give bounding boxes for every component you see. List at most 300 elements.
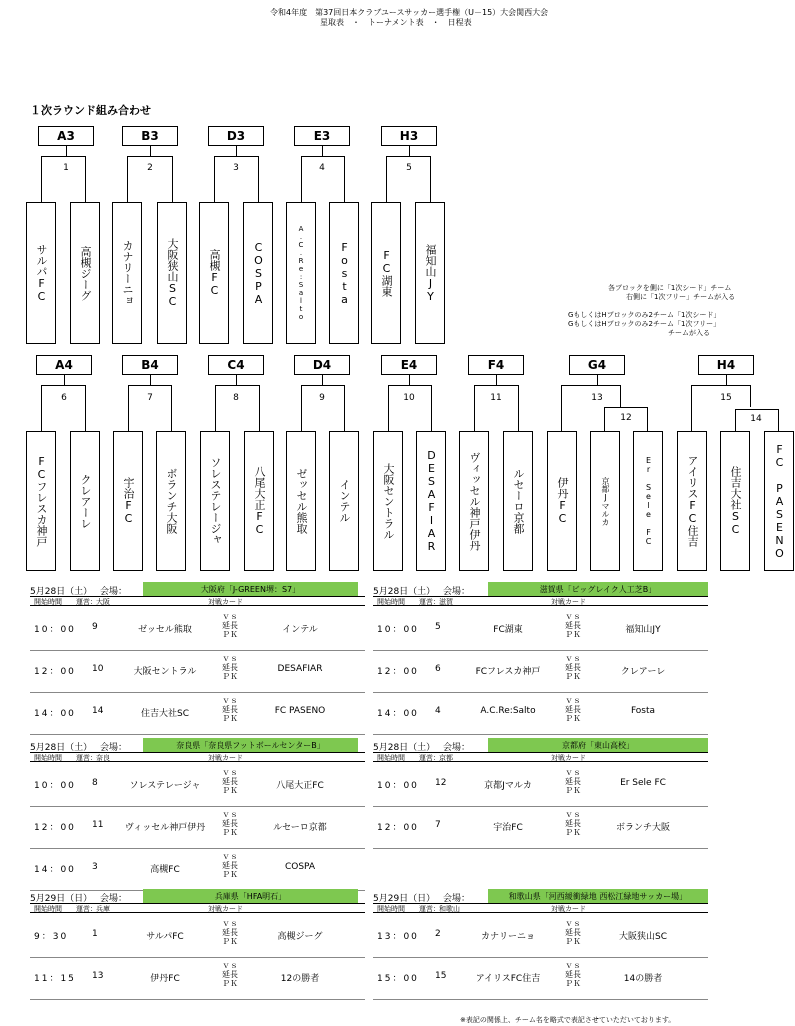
match-row — [30, 608, 365, 651]
bracket-line — [726, 375, 727, 385]
match-number: 15 — [720, 393, 732, 403]
schedule-subhead — [373, 903, 708, 913]
ext-text: 延長 — [565, 819, 581, 828]
vs-text: ｖｓ — [222, 919, 238, 928]
schedule-date: 5月28日（土） — [30, 587, 93, 597]
pk-text: ＰＫ — [565, 828, 581, 837]
match-no: 1 — [92, 929, 98, 939]
bracket-line — [259, 385, 260, 431]
vs-text: ｖｓ — [222, 612, 238, 621]
pk-text: ＰＫ — [222, 672, 238, 681]
block-label: E4 — [381, 355, 437, 375]
team-box: FC PASENO — [764, 431, 794, 571]
operator-value: 滋賀 — [439, 598, 453, 606]
match-number: 9 — [319, 393, 325, 403]
block-label: D3 — [208, 126, 264, 146]
home-team: A.C.Re:Salto — [480, 706, 536, 716]
bracket-line — [735, 409, 779, 410]
operator-label: 運営： — [76, 598, 97, 606]
match-no: 2 — [435, 929, 441, 939]
match-time: 12：00 — [377, 667, 419, 677]
home-team: 住吉大社SC — [141, 709, 189, 719]
match-row — [373, 764, 708, 807]
ext-text: 延長 — [222, 705, 238, 714]
operator-value: 奈良 — [96, 754, 110, 762]
bracket-line — [150, 146, 151, 156]
team-box: 伊丹FC — [547, 431, 577, 571]
match-no: 8 — [92, 778, 98, 788]
vs-label — [220, 696, 240, 723]
home-team: カナリーニョ — [480, 932, 535, 942]
block-label: H4 — [698, 355, 754, 375]
bracket-line — [64, 375, 65, 385]
pk-text: ＰＫ — [222, 828, 238, 837]
vs-text: ｖｓ — [565, 961, 581, 970]
start-time-header: 開始時間 — [34, 905, 62, 913]
header-line2: 星取表 ・ トーナメント表 ・ 日程表 — [320, 18, 472, 27]
schedule-block — [373, 582, 708, 734]
schedule-block — [30, 889, 365, 999]
match-row — [373, 692, 708, 735]
bracket-line — [301, 385, 302, 431]
team-box: 大阪狭山SC — [157, 202, 187, 344]
operator-label: 運営： — [76, 754, 97, 762]
team-box: ルセーロ京都 — [503, 431, 533, 571]
match-number: 13 — [591, 393, 603, 403]
vs-label — [563, 768, 583, 795]
venue-name: 京都府「東山高校」 — [488, 738, 708, 752]
card-header: 対戦カード — [551, 754, 586, 762]
bracket-line — [409, 146, 410, 156]
team-box: サルパFC — [26, 202, 56, 344]
team-box: 高槻ジーグ — [70, 202, 100, 344]
match-number: 7 — [147, 393, 153, 403]
match-number: 4 — [319, 163, 325, 173]
home-team: 宇治FC — [493, 823, 523, 833]
bracket-line — [409, 375, 410, 385]
bracket-line — [215, 385, 216, 431]
vs-text: ｖｓ — [222, 810, 238, 819]
schedule-date: 5月28日（土） — [30, 743, 93, 753]
match-no: 12 — [435, 778, 447, 788]
pk-text: ＰＫ — [222, 937, 238, 946]
schedule-date: 5月28日（土） — [373, 587, 436, 597]
bracket-line — [66, 146, 67, 156]
team-box: FCフレスカ神戸 — [26, 431, 56, 571]
ext-text: 延長 — [565, 777, 581, 786]
vs-label — [563, 654, 583, 681]
away-team: インテル — [282, 625, 318, 635]
operator-label: 運営： — [419, 754, 440, 762]
ext-text: 延長 — [222, 777, 238, 786]
home-team: 伊丹FC — [150, 974, 180, 984]
vs-label — [563, 810, 583, 837]
match-no: 5 — [435, 622, 441, 632]
start-time-header: 開始時間 — [377, 754, 405, 762]
operator-label: 運営： — [76, 905, 97, 913]
ext-text: 延長 — [222, 663, 238, 672]
bracket-line — [561, 385, 562, 431]
venue-label: 会場： — [443, 894, 471, 904]
bracket-line — [128, 385, 129, 431]
schedule-subhead — [30, 752, 365, 762]
team-box: ゼッセル熊取 — [286, 431, 316, 571]
home-team: FC湖東 — [493, 625, 523, 635]
footnote: ※表記の関係上、チーム名を略式で表記させていただいております。 — [460, 1016, 676, 1024]
venue-name: 滋賀県「ビッグレイク人工芝B」 — [488, 582, 708, 596]
team-box: COSPA — [243, 202, 273, 344]
start-time-header: 開始時間 — [34, 598, 62, 606]
block-label: D4 — [294, 355, 350, 375]
schedule-date: 5月29日（日） — [30, 894, 93, 904]
ext-text: 延長 — [565, 621, 581, 630]
match-time: 13：00 — [377, 932, 419, 942]
bracket-line — [431, 385, 432, 431]
vs-label — [563, 612, 583, 639]
away-team: ボランチ大阪 — [615, 823, 670, 833]
block-label: F4 — [468, 355, 524, 375]
pk-text: ＰＫ — [222, 630, 238, 639]
schedule-block — [30, 738, 365, 890]
bracket-line — [41, 385, 86, 386]
bracket-line — [604, 407, 648, 408]
bracket-line — [735, 409, 736, 431]
match-no: 6 — [435, 664, 441, 674]
venue-label: 会場： — [100, 743, 128, 753]
match-number: 5 — [406, 163, 412, 173]
bracket-line — [172, 156, 173, 202]
match-no: 4 — [435, 706, 441, 716]
match-number: 14 — [750, 414, 762, 424]
away-team: FC PASENO — [274, 706, 326, 716]
bracket-note: GもしくはHブロックのみ2チーム「1次フリー」 — [568, 320, 721, 328]
bracket-line — [215, 385, 260, 386]
pk-text: ＰＫ — [222, 870, 238, 879]
team-box: FC湖東 — [371, 202, 401, 344]
team-box: 宇治FC — [113, 431, 143, 571]
bracket-line — [301, 385, 345, 386]
vs-label — [563, 696, 583, 723]
match-time: 9：30 — [34, 932, 69, 942]
bracket-line — [214, 156, 259, 157]
header-line1: 令和4年度 第37回日本クラブユースサッカー選手権（U－15）大会関西大会 — [270, 8, 549, 17]
team-box: DESAFIAR — [416, 431, 446, 571]
match-time: 10：00 — [377, 781, 419, 791]
schedule-subhead — [373, 752, 708, 762]
team-box: ボランチ大阪 — [156, 431, 186, 571]
match-no: 7 — [435, 820, 441, 830]
match-number: 11 — [490, 393, 502, 403]
card-header: 対戦カード — [208, 598, 243, 606]
operator-value: 和歌山 — [439, 905, 460, 913]
team-box: 福知山JY — [415, 202, 445, 344]
team-box: ソレステレージャ — [200, 431, 230, 571]
start-time-header: 開始時間 — [34, 754, 62, 762]
vs-text: ｖｓ — [565, 810, 581, 819]
home-team: ソレステレージャ — [129, 781, 201, 791]
venue-name: 大阪府「J-GREEN堺：S7」 — [143, 582, 358, 596]
bracket-line — [41, 156, 42, 202]
team-box: クレアーレ — [70, 431, 100, 571]
operator-label: 運営： — [419, 598, 440, 606]
match-time: 12：00 — [34, 667, 76, 677]
match-number: 6 — [61, 393, 67, 403]
bracket-line — [386, 156, 387, 202]
pk-text: ＰＫ — [565, 630, 581, 639]
vs-text: ｖｓ — [222, 696, 238, 705]
away-team: 福知山JY — [625, 625, 661, 635]
home-team: 京都Jマルカ — [484, 781, 532, 791]
vs-label — [220, 654, 240, 681]
bracket-line — [85, 156, 86, 202]
match-row — [30, 764, 365, 807]
ext-text: 延長 — [565, 928, 581, 937]
match-no: 15 — [435, 971, 447, 981]
team-box: 京都Jマルカ — [590, 431, 620, 571]
pk-text: ＰＫ — [565, 937, 581, 946]
match-number: 2 — [147, 163, 153, 173]
match-number: 3 — [233, 163, 239, 173]
match-no: 11 — [92, 820, 104, 830]
match-number: 10 — [403, 393, 415, 403]
operator-value: 大阪 — [96, 598, 110, 606]
ext-text: 延長 — [565, 663, 581, 672]
pk-text: ＰＫ — [565, 786, 581, 795]
schedule-block — [30, 582, 365, 734]
match-no: 9 — [92, 622, 98, 632]
home-team: アイリスFC住吉 — [475, 974, 541, 984]
ext-text: 延長 — [565, 705, 581, 714]
venue-label: 会場： — [100, 894, 128, 904]
team-box: Fosta — [329, 202, 359, 344]
ext-text: 延長 — [222, 621, 238, 630]
schedule-block — [373, 889, 708, 999]
start-time-header: 開始時間 — [377, 905, 405, 913]
bracket-line — [474, 385, 519, 386]
bracket-line — [474, 385, 475, 431]
block-label: B3 — [122, 126, 178, 146]
operator-value: 京都 — [439, 754, 453, 762]
bracket-line — [41, 385, 42, 431]
bracket-note: GもしくはHブロックのみ2チーム「1次シード」 — [568, 311, 721, 319]
block-label: A4 — [36, 355, 92, 375]
match-row — [373, 650, 708, 693]
bracket-line — [597, 375, 598, 385]
bracket-line — [41, 156, 86, 157]
start-time-header: 開始時間 — [377, 598, 405, 606]
bracket-line — [236, 146, 237, 156]
match-no: 3 — [92, 862, 98, 872]
ext-text: 延長 — [222, 819, 238, 828]
pk-text: ＰＫ — [222, 786, 238, 795]
bracket-line — [620, 385, 621, 407]
match-number: 1 — [63, 163, 69, 173]
operator-value: 兵庫 — [96, 905, 110, 913]
team-box: 住吉大社SC — [720, 431, 750, 571]
team-box: アイリスFC住吉 — [677, 431, 707, 571]
schedule-subhead — [30, 903, 365, 913]
home-team: ゼッセル熊取 — [138, 625, 192, 635]
match-row — [30, 957, 365, 1000]
bracket-line — [128, 385, 172, 386]
round-title: １次ラウンド組み合わせ — [30, 104, 151, 117]
away-team: DESAFIAR — [277, 664, 323, 674]
team-box: 八尾大正FC — [244, 431, 274, 571]
bracket-line — [388, 385, 389, 431]
venue-name: 兵庫県「HFA明石」 — [143, 889, 358, 903]
vs-text: ｖｓ — [222, 852, 238, 861]
bracket-line — [604, 407, 605, 431]
match-row — [373, 608, 708, 651]
vs-label — [220, 810, 240, 837]
block-label: H3 — [381, 126, 437, 146]
ext-text: 延長 — [222, 928, 238, 937]
block-label: G4 — [569, 355, 625, 375]
bracket-line — [518, 385, 519, 431]
match-no: 14 — [92, 706, 104, 716]
schedule-date: 5月28日（土） — [373, 743, 436, 753]
ext-text: 延長 — [222, 970, 238, 979]
card-header: 対戦カード — [551, 598, 586, 606]
home-team: 高槻FC — [150, 865, 180, 875]
home-team: FCフレスカ神戸 — [475, 667, 541, 677]
match-number: 8 — [233, 393, 239, 403]
match-row — [373, 957, 708, 1000]
match-row — [30, 915, 365, 958]
venue-label: 会場： — [443, 587, 471, 597]
card-header: 対戦カード — [208, 905, 243, 913]
home-team: 大阪セントラル — [133, 667, 197, 677]
bracket-note: チームが入る — [668, 329, 710, 337]
home-team: サルパFC — [146, 932, 184, 942]
card-header: 対戦カード — [208, 754, 243, 762]
vs-label — [220, 961, 240, 988]
bracket-line — [236, 375, 237, 385]
bracket-line — [171, 385, 172, 431]
match-time: 10：00 — [377, 625, 419, 635]
pk-text: ＰＫ — [565, 672, 581, 681]
away-team: COSPA — [284, 862, 316, 872]
away-team: 12の勝者 — [280, 974, 320, 984]
schedule-subhead — [30, 596, 365, 606]
bracket-line — [386, 156, 431, 157]
match-row — [30, 692, 365, 735]
ext-text: 延長 — [565, 970, 581, 979]
match-time: 14：00 — [34, 709, 76, 719]
team-box: インテル — [329, 431, 359, 571]
venue-label: 会場： — [443, 743, 471, 753]
bracket-line — [344, 385, 345, 431]
away-team: Fosta — [630, 706, 656, 716]
match-row — [30, 848, 365, 891]
venue-name: 和歌山県「河西緩衝緑地 西松江緑地サッカー場」 — [488, 889, 708, 903]
block-label: C4 — [208, 355, 264, 375]
vs-text: ｖｓ — [565, 654, 581, 663]
card-header: 対戦カード — [551, 905, 586, 913]
vs-label — [220, 612, 240, 639]
block-label: E3 — [294, 126, 350, 146]
vs-label — [220, 852, 240, 879]
team-box: Er Sele FC — [633, 431, 663, 571]
match-row — [373, 806, 708, 849]
bracket-line — [85, 385, 86, 431]
vs-label — [220, 919, 240, 946]
home-team: ヴィッセル神戸伊丹 — [124, 823, 206, 833]
vs-text: ｖｓ — [565, 612, 581, 621]
match-number: 12 — [620, 413, 632, 423]
away-team: 八尾大正FC — [276, 781, 324, 791]
away-team: 高槻ジーグ — [277, 932, 323, 942]
vs-label — [563, 919, 583, 946]
bracket-line — [322, 375, 323, 385]
bracket-note: 右側に「1次フリー」チームが入る — [626, 293, 736, 301]
match-time: 10：00 — [34, 781, 76, 791]
bracket-line — [214, 156, 215, 202]
match-time: 14：00 — [377, 709, 419, 719]
block-label: B4 — [122, 355, 178, 375]
bracket-line — [647, 407, 648, 431]
team-box: 高槻FC — [199, 202, 229, 344]
bracket-line — [301, 156, 302, 202]
bracket-line — [561, 385, 621, 386]
vs-text: ｖｓ — [222, 654, 238, 663]
match-time: 14：00 — [34, 865, 76, 875]
vs-text: ｖｓ — [565, 696, 581, 705]
bracket-line — [691, 385, 751, 386]
ext-text: 延長 — [222, 861, 238, 870]
bracket-line — [496, 375, 497, 385]
team-box: 大阪セントラル — [373, 431, 403, 571]
schedule-block — [373, 738, 708, 848]
bracket-line — [301, 156, 345, 157]
pk-text: ＰＫ — [222, 979, 238, 988]
team-box: A.C.Re:Salto — [286, 202, 316, 344]
away-team: 大阪狭山SC — [619, 932, 667, 942]
match-time: 12：00 — [34, 823, 76, 833]
pk-text: ＰＫ — [222, 714, 238, 723]
bracket-note: 各ブロックを側に「1次シード」チーム — [608, 284, 732, 292]
schedule-subhead — [373, 596, 708, 606]
bracket-line — [150, 375, 151, 385]
vs-label — [220, 768, 240, 795]
away-team: Er Sele FC — [620, 778, 666, 788]
bracket-line — [388, 385, 432, 386]
match-row — [373, 915, 708, 958]
away-team: ルセーロ京都 — [273, 823, 327, 833]
team-box: カナリーニョ — [112, 202, 142, 344]
bracket-line — [127, 156, 128, 202]
venue-name: 奈良県「奈良県フットボールセンターB」 — [143, 738, 358, 752]
match-no: 13 — [92, 971, 104, 981]
bracket-line — [258, 156, 259, 202]
block-label: A3 — [38, 126, 94, 146]
vs-text: ｖｓ — [565, 768, 581, 777]
vs-text: ｖｓ — [565, 919, 581, 928]
match-time: 11：15 — [34, 974, 76, 984]
operator-label: 運営： — [419, 905, 440, 913]
bracket-line — [430, 156, 431, 202]
bracket-line — [778, 409, 779, 431]
away-team: クレアーレ — [620, 667, 666, 677]
match-no: 10 — [92, 664, 104, 674]
schedule-date: 5月29日（日） — [373, 894, 436, 904]
bracket-line — [691, 385, 692, 431]
bracket-line — [750, 385, 751, 407]
vs-text: ｖｓ — [222, 768, 238, 777]
match-time: 15：00 — [377, 974, 419, 984]
match-row — [30, 806, 365, 849]
pk-text: ＰＫ — [565, 979, 581, 988]
